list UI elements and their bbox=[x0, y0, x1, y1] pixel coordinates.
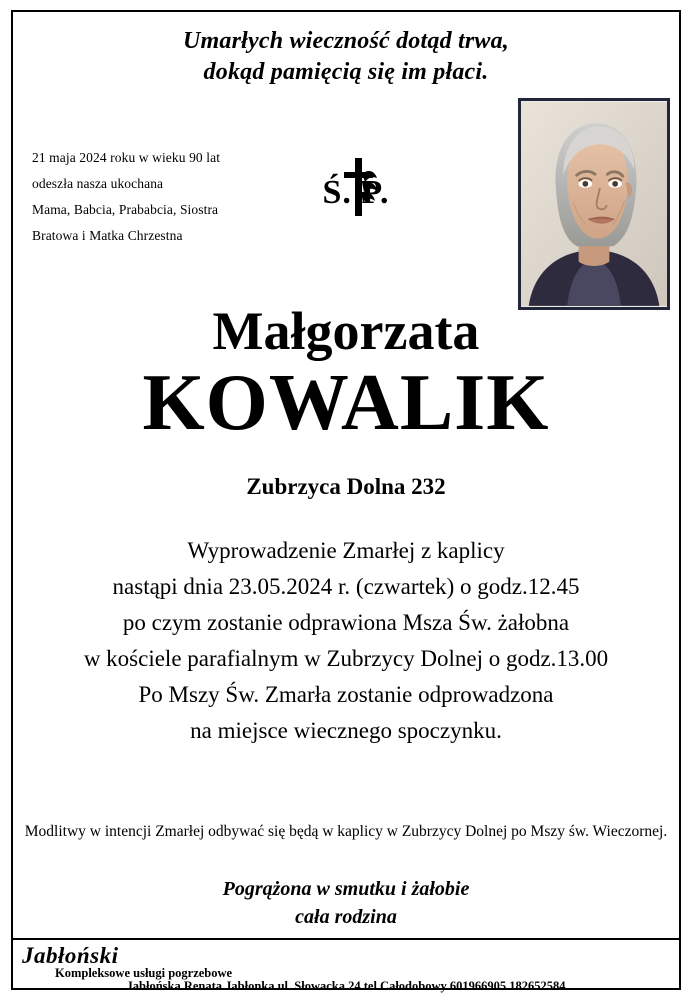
ceremony-line-1: Wyprowadzenie Zmarłej z kaplicy bbox=[187, 538, 505, 563]
ceremony-line-2: nastąpi dnia 23.05.2024 r. (czwartek) o godz.12.45 bbox=[112, 574, 580, 599]
company-contact: Jabłońska Renata Jabłonka ul. Słowacka 24 tel Całodobowy 601966905 182652584 bbox=[126, 979, 566, 993]
epitaph-line-2: dokąd pamięcią się im płaci. bbox=[203, 59, 489, 85]
intro-line-4: Bratowa i Matka Chrzestna bbox=[32, 228, 183, 243]
intro-line-3: Mama, Babcia, Prababcia, Siostra bbox=[32, 202, 219, 217]
family-signature bbox=[0, 875, 692, 931]
deceased-first-name: Małgorzata bbox=[212, 301, 480, 361]
intro-line-1: 21 maja 2024 roku w wieku 90 lat bbox=[32, 150, 221, 165]
ceremony-line-6: na miejsce wiecznego spoczynku. bbox=[190, 718, 502, 743]
ceremony-line-4: w kościele parafialnym w Zubrzycy Dolnej o godz.13.00 bbox=[83, 646, 609, 671]
intro-text bbox=[32, 145, 292, 249]
deceased-last-name: KOWALIK bbox=[142, 359, 550, 447]
deceased-address: Zubrzyca Dolna 232 bbox=[246, 474, 446, 499]
company-logo: Jabłoński bbox=[22, 943, 119, 968]
intro-line-2: odeszła nasza ukochana bbox=[32, 176, 164, 191]
epitaph-verse bbox=[0, 26, 692, 88]
funeral-home-footer bbox=[0, 941, 692, 993]
portrait-photo bbox=[518, 98, 670, 310]
ceremony-line-3: po czym zostanie odprawiona Msza Św. żałobna bbox=[122, 610, 570, 635]
footer-divider bbox=[13, 938, 679, 940]
company-tagline: Kompleksowe usługi pogrzebowe bbox=[55, 966, 233, 980]
family-line-2: cała rodzina bbox=[295, 906, 397, 928]
sp-label: Ś. P. bbox=[322, 174, 390, 211]
epitaph-line-1: Umarłych wieczność dotąd trwa, bbox=[182, 28, 509, 54]
family-line-1: Pogrążona w smutku i żałobie bbox=[222, 878, 470, 900]
ceremony-line-5: Po Mszy Św. Zmarła zostanie odprowadzona bbox=[138, 682, 554, 707]
sp-abbreviation-block bbox=[286, 158, 426, 238]
ceremony-details bbox=[0, 533, 692, 749]
prayer-note: Modlitwy w intencji Zmarłej odbywać się będą w kaplicy w Zubrzycy Dolnej po Mszy św. Wieczornej. bbox=[24, 823, 668, 840]
